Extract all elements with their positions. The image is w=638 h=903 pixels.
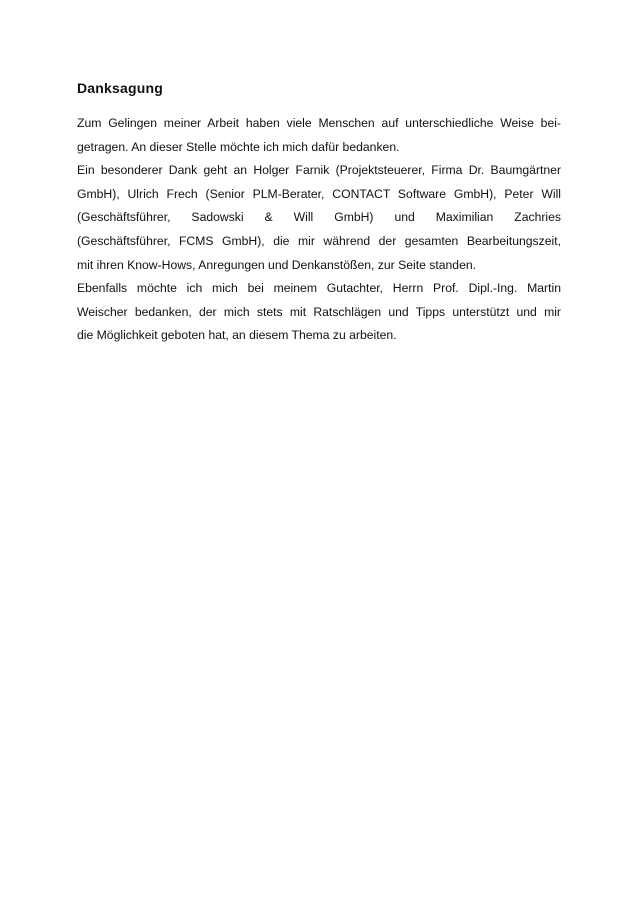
paragraph-intro <box>77 112 561 159</box>
page-title: Danksagung <box>77 80 164 96</box>
text-line: getragen. An dieser Stelle möchte ich mich dafür bedanken. <box>77 139 400 154</box>
text-line: Weischer bedanken, der mich stets mit Ratschlägen und Tipps unterstützt und mir <box>77 304 561 319</box>
text-line: die Möglichkeit geboten hat, an diesem Thema zu arbeiten. <box>77 328 397 343</box>
paragraph-thanks-reviewer <box>77 277 561 348</box>
text-line: mit ihren Know-Hows, Anregungen und Denkanstößen, zur Seite standen. <box>77 257 477 272</box>
text-line: Zum Gelingen meiner Arbeit haben viele Menschen auf unterschiedliche Weise bei- <box>77 116 561 130</box>
text-line: (Geschäftsführer, FCMS GmbH), die mir während der gesamten Bearbeitungszeit, <box>77 233 561 248</box>
text-line: (Geschäftsführer, Sadowski & Will GmbH) und Maximilian Zachries <box>77 210 561 225</box>
paragraph-thanks-partners <box>77 159 561 277</box>
text-line: Ein besonderer Dank geht an Holger Farnik (Projektsteuerer, Firma Dr. Baumgärtner <box>77 163 561 178</box>
text-line: Ebenfalls möchte ich mich bei meinem Gutachter, Herrn Prof. Dipl.-Ing. Martin <box>77 281 561 296</box>
document-content <box>77 80 561 348</box>
text-line: GmbH), Ulrich Frech (Senior PLM-Berater, CONTACT Software GmbH), Peter Will <box>77 186 561 201</box>
